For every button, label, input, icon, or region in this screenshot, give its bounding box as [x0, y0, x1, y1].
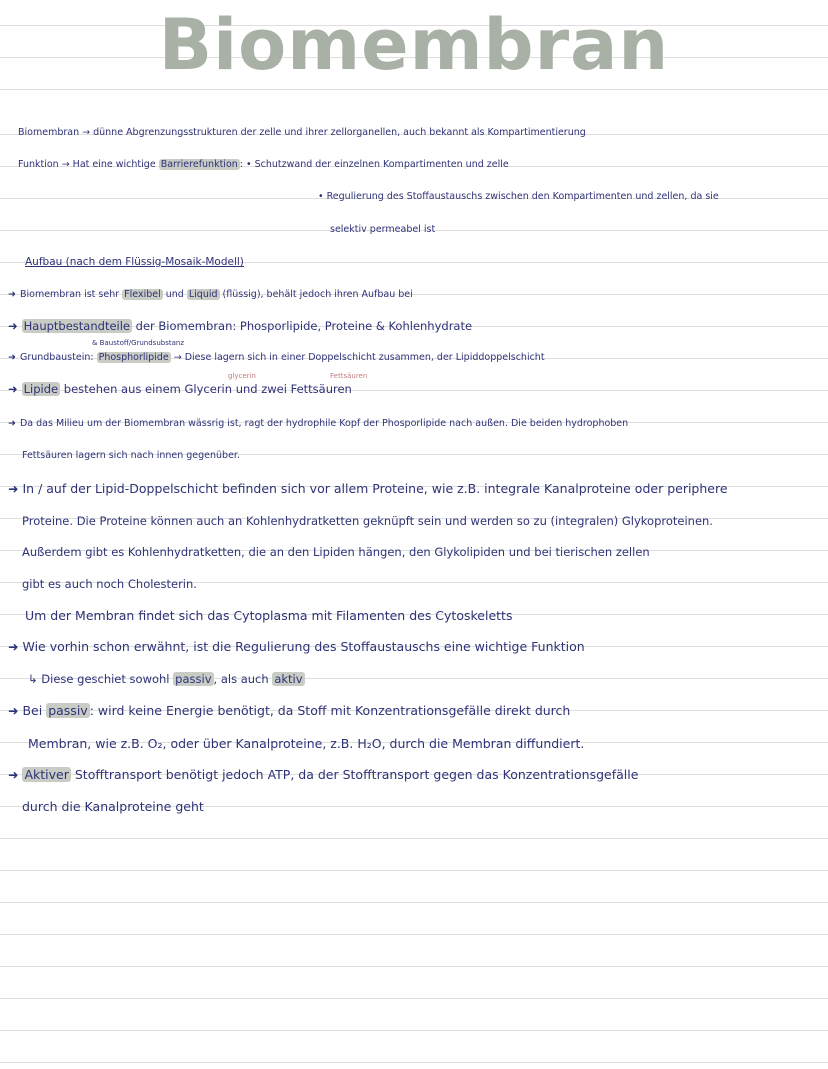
components-text: der Biomembran: Phosporlipide, Proteine & Kohlenhydrate: [132, 319, 473, 333]
flexibility-text: Biomembran ist sehr: [19, 289, 123, 300]
regulation-text: Wie vorhin schon erwähnt, ist die Regulierung des Stoffaustauschs eine wichtige Funktion: [22, 639, 585, 654]
active-text: Stofftransport benötigt jedoch ATP, da der Stofftransport gegen das Konzentrationsgefälle: [70, 767, 639, 782]
highlight-flexibel: Flexibel: [124, 289, 161, 300]
passive-line-cont: Membran, wie z.B. O₂, oder über Kanalproteine, z.B. H₂O, durch die Membran diffundiert.: [28, 736, 585, 751]
arrow-icon: ➜: [8, 639, 19, 654]
milieu-line-cont: Fettsäuren lagern sich nach innen gegenüber.: [22, 450, 240, 461]
components-line: [8, 319, 472, 333]
cytoplasma-line: Um der Membran findet sich das Cytoplasma mit Filamenten des Cytoskeletts: [25, 608, 513, 623]
flexibility-line: [8, 289, 413, 300]
milieu-line: [8, 418, 628, 429]
definition-line: Biomembran → dünne Abgrenzungsstrukturen der zelle und ihrer zellorganellen, auch bekannt als Kompartimentierung: [18, 127, 586, 138]
fettsaeuren-annotation: Fettsäuren: [330, 372, 368, 380]
highlight-liquid: Liquid: [188, 289, 218, 300]
passive-active-mid: , als auch: [213, 672, 273, 686]
passive-active-text: ↳ Diese geschiet sowohl: [28, 672, 174, 686]
arrow-icon: ➜: [8, 481, 19, 496]
highlight-lipide: Lipide: [23, 382, 59, 396]
function-point-2: • Regulierung des Stoffaustauschs zwischen den Kompartimenten und zellen, da sie: [318, 191, 719, 202]
highlight-aktiver: Aktiver: [24, 767, 69, 782]
active-line-cont: durch die Kanalproteine geht: [22, 799, 204, 814]
proteins-line-3: Außerdem gibt es Kohlenhydratketten, die an den Lipiden hängen, den Glykolipiden und bei tierischen zellen: [22, 545, 650, 559]
glycerin-annotation: glycerin: [228, 372, 256, 380]
function-text: Funktion → Hat eine wichtige: [18, 159, 159, 170]
function-point-2-cont: selektiv permeabel ist: [330, 224, 436, 235]
milieu-text: Da das Milieu um der Biomembran wässrig ist, ragt der hydrophile Kopf der Phosporlipide nach außen. Die beiden hydrophoben: [19, 418, 629, 429]
regulation-line: [8, 639, 585, 654]
highlight-passiv: passiv: [175, 672, 212, 686]
arrow-icon: ➜: [8, 382, 18, 396]
highlight-barrierefunktion: Barrierefunktion: [160, 159, 238, 170]
proteins-line-4: gibt es auch noch Cholesterin.: [22, 577, 197, 591]
building-block-line: [8, 352, 545, 363]
page-title: Biomembran: [158, 4, 670, 86]
highlight-hauptbestandteile: Hauptbestandteile: [23, 319, 130, 333]
lipids-text: bestehen aus einem Glycerin und zwei Fettsäuren: [60, 382, 352, 396]
building-block-label: Grundbaustein:: [19, 352, 97, 363]
proteins-line: [8, 481, 728, 496]
flexibility-text-cont: (flüssig), behält jedoch ihren Aufbau bei: [219, 289, 413, 300]
components-annotation: & Baustoff/Grundsubstanz: [92, 339, 185, 347]
proteins-text: In / auf der Lipid-Doppelschicht befinden sich vor allem Proteine, wie z.B. integrale Kanalproteine oder periphere: [22, 481, 728, 496]
passive-text: : wird keine Energie benötigt, da Stoff mit Konzentrationsgefälle direkt durch: [89, 703, 571, 718]
arrow-icon: ➜: [8, 352, 16, 363]
function-text-cont: : • Schutzwand der einzelnen Kompartimenten und zelle: [239, 159, 509, 170]
passive-line: [8, 703, 570, 718]
passive-active-line: [28, 672, 305, 686]
passive-prefix: Bei: [22, 703, 47, 718]
building-block-text: → Diese lagern sich in einer Doppelschicht zusammen, der Lipiddoppelschicht: [170, 352, 545, 363]
highlight-phosphorlipide: Phosphorlipide: [98, 352, 169, 363]
highlight-passiv-2: passiv: [48, 703, 88, 718]
arrow-icon: ➜: [8, 418, 16, 429]
lipids-line: [8, 382, 352, 396]
flexibility-and: und: [162, 289, 187, 300]
highlight-aktiv: aktiv: [274, 672, 303, 686]
section-heading-aufbau: Aufbau (nach dem Flüssig-Mosaik-Modell): [25, 256, 244, 268]
active-line: [8, 767, 638, 782]
arrow-icon: ➜: [8, 767, 19, 782]
arrow-icon: ➜: [8, 319, 18, 333]
function-line: [18, 159, 509, 170]
arrow-icon: ➜: [8, 703, 19, 718]
arrow-icon: ➜: [8, 289, 16, 300]
proteins-line-2: Proteine. Die Proteine können auch an Kohlenhydratketten geknüpft sein und werden so zu (integralen) Glykoproteinen.: [22, 514, 713, 528]
